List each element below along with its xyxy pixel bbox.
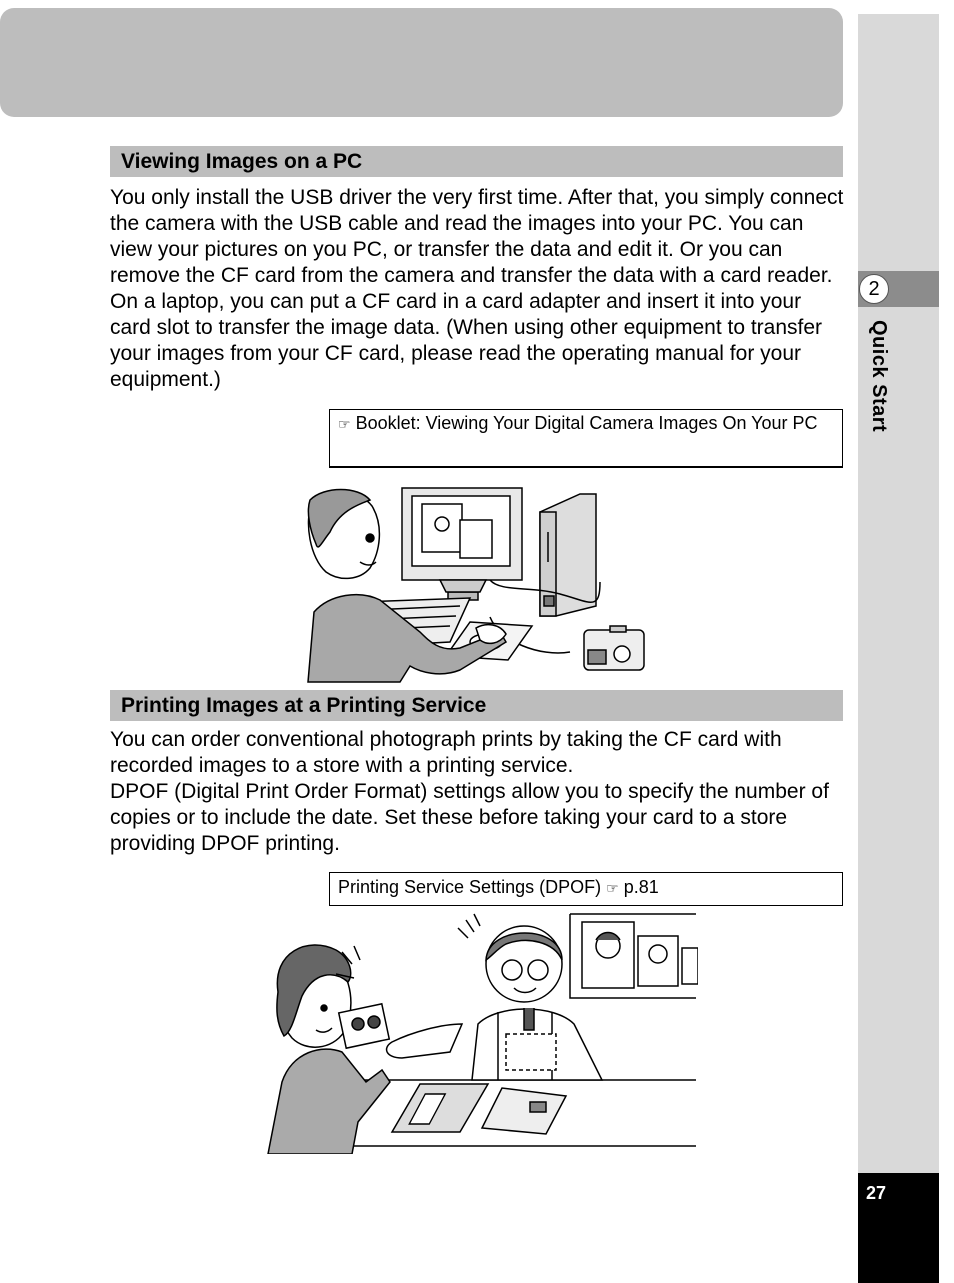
section-paragraph-viewing: You only install the USB driver the very first time. After that, you simply connect the camera with the USB cable and read the images into your PC. You can view your pictures on you PC, or transfer the data and edit it. Or you can remove the CF card from the camera and transfer the data with a card reader. On a laptop, you can put a CF card in a card adapter and insert it into your card slot to transfer the image data. (When using other equipment to transfer your images from your CF card, please read the operating manual for your equipment.) — [110, 186, 844, 391]
booklet-reference-text: Booklet: Viewing Your Digital Camera Images On Your PC — [355, 413, 818, 433]
printing-service-illustration — [262, 912, 698, 1154]
dpof-reference-page: p.81 — [623, 877, 659, 897]
section-paragraph-printing-1: You can order conventional photograph prints by taking the CF card with recorded images to a store with a printing service. — [110, 728, 782, 777]
reference-hand-icon: ☞ — [338, 416, 351, 432]
booklet-reference — [329, 409, 843, 468]
chapter-title: Quick Start — [868, 320, 890, 433]
section-paragraph-printing-2: DPOF (Digital Print Order Format) settings allow you to specify the number of copies or to include the date. Set these before taking your card to a store providing DPOF printing. — [110, 780, 829, 855]
reference-hand-icon: ☞ — [606, 880, 619, 896]
pc-viewing-illustration — [300, 482, 650, 684]
dpof-reference-text: Printing Service Settings (DPOF) — [338, 877, 602, 897]
section-heading-viewing: Viewing Images on a PC — [110, 146, 843, 177]
top-banner — [0, 8, 843, 117]
page-number: 27 — [866, 1183, 887, 1203]
side-strip — [858, 14, 939, 1283]
dpof-reference — [329, 872, 843, 906]
chapter-number: 2 — [859, 274, 889, 304]
section-heading-printing: Printing Images at a Printing Service — [110, 690, 843, 721]
